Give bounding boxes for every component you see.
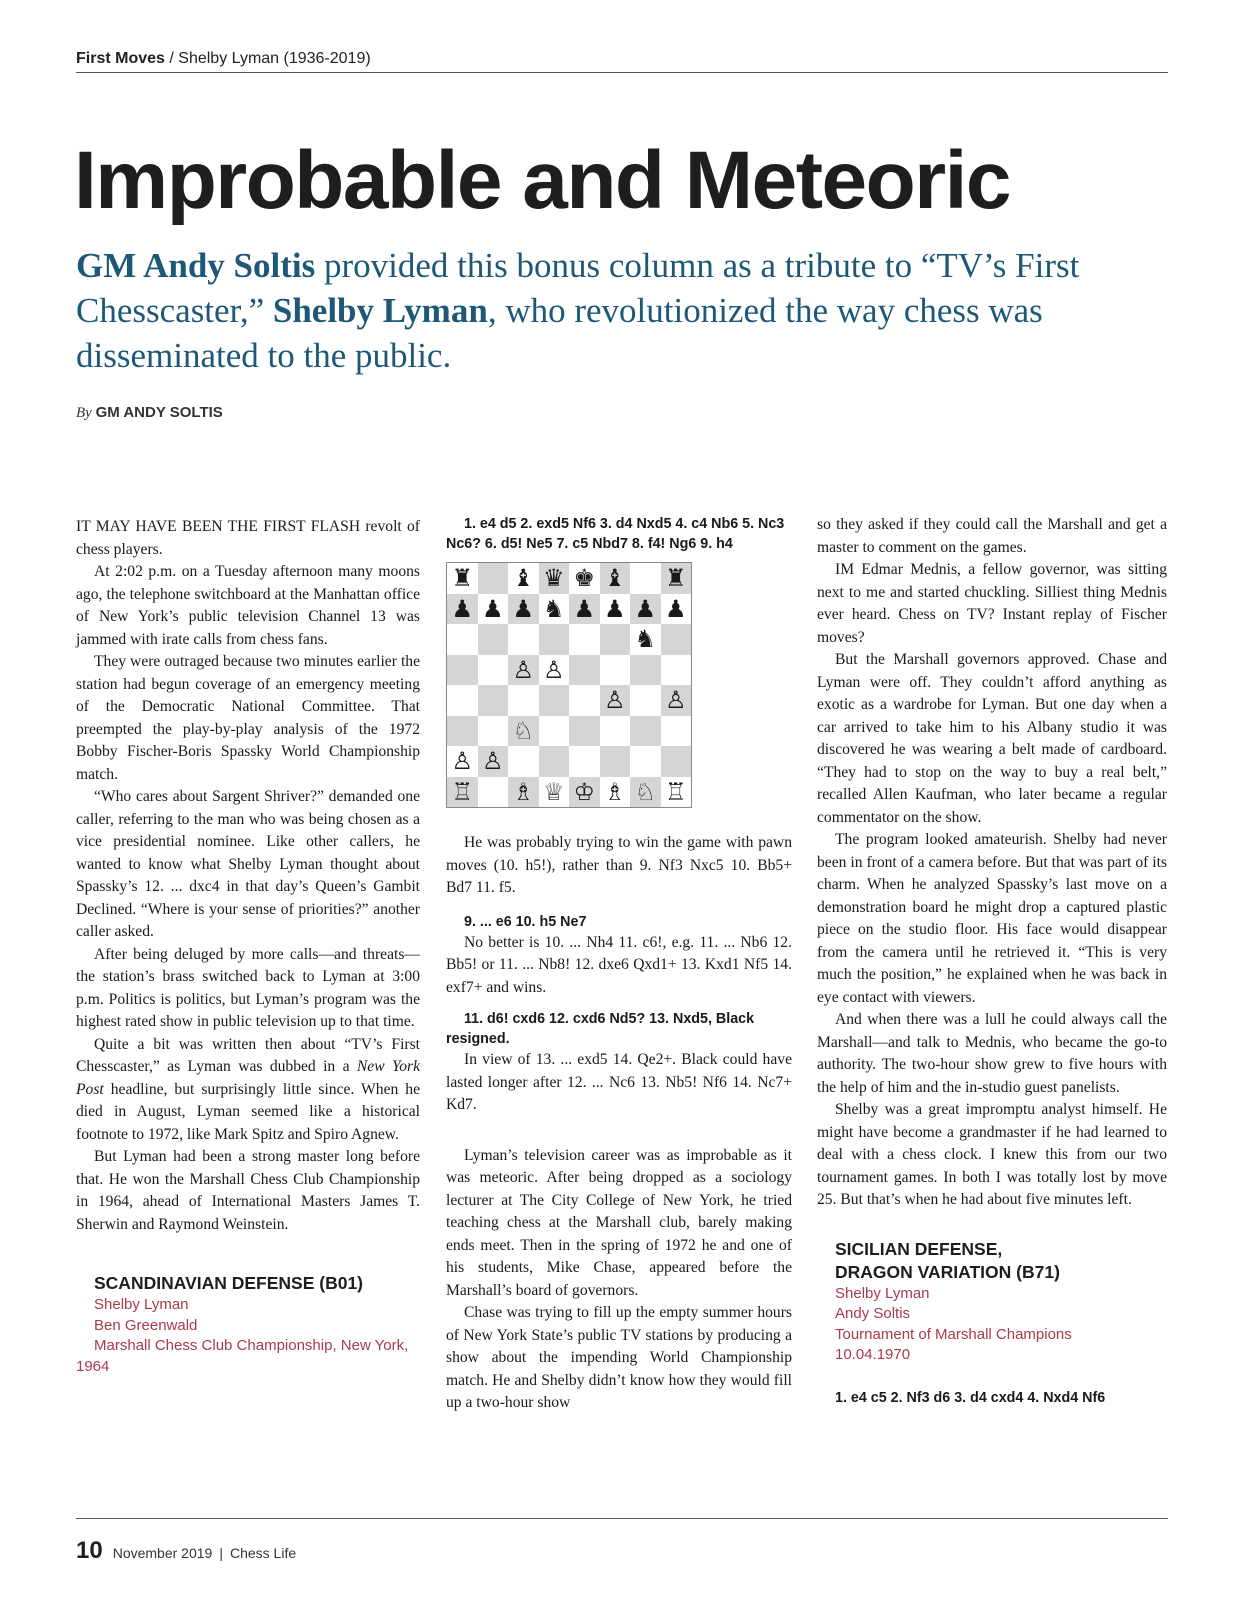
game-date: 10.04.1970 bbox=[835, 1346, 911, 1363]
paragraph: No better is 10. ... Nh4 11. c6!, e.g. 11. ... Nb6 12. Bb5! or 11. ... Nb8! 12. dxe6 Qxd1+ 13. Kxd1 Nf5 14. exf7+ and wins. bbox=[446, 933, 792, 996]
paragraph: “Who cares about Sargent Shriver?” demanded one caller, referring to the man who was being chosen as a vice presidential nominee. Like other callers, he wanted to know what Shelby Lyman thought about Spassky’s 12. ... dxc4 in that day’s Queen’s Gambit Declined. “Where is your sense of priorities?” another caller asked. bbox=[76, 788, 420, 940]
page-footer bbox=[76, 1537, 296, 1565]
chess-piece-square: ♙ bbox=[661, 685, 692, 716]
byline bbox=[76, 404, 223, 422]
subsection-name: Shelby Lyman (1936-2019) bbox=[178, 50, 371, 67]
section-header bbox=[76, 50, 1168, 73]
chess-piece-square: ♜ bbox=[661, 563, 692, 594]
chess-square bbox=[569, 624, 600, 655]
chess-piece-square: ♕ bbox=[539, 777, 570, 808]
chess-piece-square: ♟ bbox=[661, 594, 692, 625]
chess-piece-square: ♚ bbox=[569, 563, 600, 594]
chess-piece-square: ♟ bbox=[478, 594, 509, 625]
column-3 bbox=[817, 514, 1167, 1408]
byline-author: GM ANDY SOLTIS bbox=[95, 404, 223, 421]
chess-piece-square: ♗ bbox=[508, 777, 539, 808]
game-heading: SCANDINAVIAN DEFENSE (B01) bbox=[94, 1273, 364, 1293]
chess-square bbox=[478, 563, 509, 594]
chess-square bbox=[630, 746, 661, 777]
chess-square bbox=[508, 746, 539, 777]
chess-piece-square: ♞ bbox=[630, 624, 661, 655]
byline-by: By bbox=[76, 405, 92, 421]
game-moves: 1. e4 d5 2. exd5 Nf6 3. d4 Nxd5 4. c4 Nb6 5. Nc3 Nc6? 6. d5! Ne5 7. c5 Nbd7 8. f4! Ng6 9. h4 bbox=[446, 516, 785, 552]
game-heading: DRAGON VARIATION (B71) bbox=[835, 1261, 1060, 1282]
game-white: Shelby Lyman bbox=[94, 1296, 189, 1313]
chess-piece-square: ♟ bbox=[630, 594, 661, 625]
chess-square bbox=[478, 685, 509, 716]
chess-piece-square: ♟ bbox=[447, 594, 478, 625]
deck-subject: Shelby Lyman bbox=[272, 291, 488, 330]
game-white: Shelby Lyman bbox=[835, 1284, 930, 1302]
chess-square bbox=[539, 746, 570, 777]
paragraph: He was probably trying to win the game with pawn moves (10. h5!), rather than 9. Nf3 Nxc5 10. Bb5+ Bd7 11. f5. bbox=[446, 834, 792, 896]
chess-piece-square: ♙ bbox=[600, 685, 631, 716]
paragraph: The program looked amateurish. Shelby had never been in front of a camera before. But that was part of its charm. When he analyzed Spassky’s last move on a demonstration board he might drop a captured plastic piece on the studio floor. His face would disappear from the camera until he retrieved it. “This is very much the position,” he explained when he was back in eye contact with viewers. bbox=[817, 831, 1167, 1006]
chess-square bbox=[539, 624, 570, 655]
chess-square bbox=[508, 624, 539, 655]
paragraph: At 2:02 p.m. on a Tuesday afternoon many moons ago, the telephone switchboard at the Manhattan office of New York’s public television Channel 13 was jammed with irate calls from chess fans. bbox=[76, 563, 420, 648]
paragraph: In view of 13. ... exd5 14. Qe2+. Black could have lasted longer after 12. ... Nc6 13. Nb5! Nf6 14. Nc7+ Kd7. bbox=[446, 1051, 792, 1113]
chess-piece-square: ♝ bbox=[508, 563, 539, 594]
article-title: Improbable and Meteoric bbox=[74, 135, 1011, 226]
chess-square bbox=[630, 563, 661, 594]
paragraph: Chase was trying to fill up the empty summer hours of New York State’s public TV stations by producing a show about the impending World Championship match. He and Shelby didn’t know how they would fill up a two-hour show bbox=[446, 1304, 792, 1411]
chess-piece-square: ♙ bbox=[447, 746, 478, 777]
chess-piece-square: ♟ bbox=[569, 594, 600, 625]
paragraph: Lyman’s television career was as improbable as it was meteoric. After being dropped as a sociology lecturer at The City College of New York, he tried teaching chess at the Marshall club, barely making ends meet. Then in the spring of 1972 he and one of his students, Mike Chase, appeared before the Marshall’s board of governors. bbox=[446, 1146, 792, 1299]
chess-square bbox=[569, 746, 600, 777]
chess-square bbox=[447, 655, 478, 686]
chess-piece-square: ♛ bbox=[539, 563, 570, 594]
paragraph: But the Marshall governors approved. Chase and Lyman were off. They couldn’t afford anything as exotic as a wardrobe for Lyman. But one day when a car arrived to take him to his Albany studio it was discovered he was wearing a belt made of cardboard. “They had to stop on the way to buy a real belt,” recalled Allen Kaufman, who later became a regular commentator on the show. bbox=[817, 651, 1167, 826]
chess-piece-square: ♙ bbox=[539, 655, 570, 686]
paragraph bbox=[76, 1034, 420, 1147]
chess-square bbox=[630, 685, 661, 716]
chess-square bbox=[569, 685, 600, 716]
chess-piece-square: ♝ bbox=[600, 563, 631, 594]
paragraph: IM Edmar Mednis, a fellow governor, was sitting next to me and started chuckling. Silliest thing Mednis ever heard. Chess on TV? Instant replay of Fischer moves? bbox=[817, 561, 1167, 646]
footer-separator: | bbox=[219, 1545, 223, 1561]
chess-diagram bbox=[446, 562, 692, 808]
paragraph: IT MAY HAVE BEEN THE FIRST FLASH revolt of chess players. bbox=[76, 518, 420, 558]
issue-date: November 2019 bbox=[112, 1545, 213, 1561]
game-heading: SICILIAN DEFENSE, bbox=[835, 1238, 1003, 1259]
publication-name: New York Post bbox=[76, 1058, 420, 1098]
chess-piece-square: ♙ bbox=[508, 655, 539, 686]
game-moves: 9. ... e6 10. h5 Ne7 bbox=[464, 913, 587, 930]
paragraph: But Lyman had been a strong master long before that. He won the Marshall Chess Club Championship in 1964, ahead of International Masters James T. Sherwin and Raymond Weinstein. bbox=[76, 1148, 420, 1233]
game-black: Ben Greenwald bbox=[94, 1316, 198, 1334]
chess-piece-square: ♘ bbox=[630, 777, 661, 808]
chess-piece-square: ♘ bbox=[508, 716, 539, 747]
chess-square bbox=[630, 655, 661, 686]
column-1 bbox=[76, 516, 420, 1377]
paragraph: Shelby was a great impromptu analyst himself. He might have become a grandmaster if he had learned to deal with a chess clock. I knew this from our two tournament games. In both I was totally lost by move 25. But that’s when he had about five minutes left. bbox=[817, 1101, 1167, 1208]
chess-square bbox=[478, 777, 509, 808]
chess-square bbox=[661, 716, 692, 747]
chess-square bbox=[478, 716, 509, 747]
chess-piece-square: ♗ bbox=[600, 777, 631, 808]
chess-square bbox=[447, 685, 478, 716]
paragraph: And when there was a lull he could always call the Marshall—and talk to Mednis, who became the go-to authority. The two-hour show grew to five hours with the help of him and the in-studio guest panelists. bbox=[817, 1011, 1167, 1096]
chess-piece-square: ♔ bbox=[569, 777, 600, 808]
chess-square bbox=[630, 716, 661, 747]
chess-piece-square: ♞ bbox=[539, 594, 570, 625]
section-separator: / bbox=[164, 50, 179, 67]
chess-square bbox=[447, 624, 478, 655]
deck-text-2: , who revolutionized the way chess was disseminated to the public. bbox=[76, 291, 1043, 375]
chess-square bbox=[478, 624, 509, 655]
game-moves: 1. e4 c5 2. Nf3 d6 3. d4 cxd4 4. Nxd4 Nf6 bbox=[835, 1389, 1106, 1406]
paragraph-text: headline, but surprisingly little since. When he died in August, Lyman seemed like a historical footnote to 1972, like Mark Spitz and Spiro Agnew. bbox=[76, 1080, 420, 1143]
chess-square bbox=[569, 716, 600, 747]
game-event: Tournament of Marshall Champions bbox=[835, 1325, 1072, 1343]
chess-square bbox=[508, 685, 539, 716]
chess-piece-square: ♙ bbox=[478, 746, 509, 777]
chess-square bbox=[539, 685, 570, 716]
chess-square bbox=[478, 655, 509, 686]
deck-text-1: provided this bonus column as a tribute to “TV’s First Chesscaster,” bbox=[76, 246, 1080, 330]
paragraph: They were outraged because two minutes earlier the station had begun coverage of an emergency meeting of the Democratic National Committee. That preempted the play-by-play analysis of the 1972 Bobby Fischer-Boris Spassky World Championship match. bbox=[76, 653, 420, 783]
chess-square bbox=[661, 624, 692, 655]
chess-square bbox=[600, 655, 631, 686]
footer-rule bbox=[76, 1518, 1168, 1519]
chess-square bbox=[447, 716, 478, 747]
chess-piece-square: ♖ bbox=[447, 777, 478, 808]
chess-piece-square: ♜ bbox=[447, 563, 478, 594]
game-black: Andy Soltis bbox=[835, 1305, 911, 1322]
chess-piece-square: ♖ bbox=[661, 777, 692, 808]
chess-square bbox=[600, 746, 631, 777]
page-number: 10 bbox=[76, 1537, 103, 1564]
chess-piece-square: ♟ bbox=[600, 594, 631, 625]
game-event: Marshall Chess Club Championship, New York, 1964 bbox=[76, 1337, 409, 1375]
chess-square bbox=[539, 716, 570, 747]
chess-square bbox=[661, 746, 692, 777]
deck-author: GM Andy Soltis bbox=[76, 246, 316, 285]
magazine-name: Chess Life bbox=[229, 1545, 297, 1561]
paragraph: so they asked if they could call the Marshall and get a master to comment on the games. bbox=[817, 516, 1167, 556]
column-2 bbox=[446, 514, 792, 1415]
article-deck bbox=[76, 243, 1168, 378]
section-name: First Moves bbox=[76, 50, 165, 67]
chess-square bbox=[600, 624, 631, 655]
chess-square bbox=[661, 655, 692, 686]
chess-square bbox=[600, 716, 631, 747]
paragraph: After being deluged by more calls—and threats—the station’s brass switched back to Lyman at 3:00 p.m. Politics is politics, but Lyman’s program was the highest rated show in public television up to that time. bbox=[76, 945, 420, 1030]
chess-square bbox=[569, 655, 600, 686]
game-moves: 11. d6! cxd6 12. cxd6 Nd5? 13. Nxd5, Black resigned. bbox=[446, 1011, 755, 1047]
paragraph-text: Quite a bit was written then about “TV’s First Chesscaster,” as Lyman was dubbed in a bbox=[76, 1035, 420, 1075]
chess-piece-square: ♟ bbox=[508, 594, 539, 625]
